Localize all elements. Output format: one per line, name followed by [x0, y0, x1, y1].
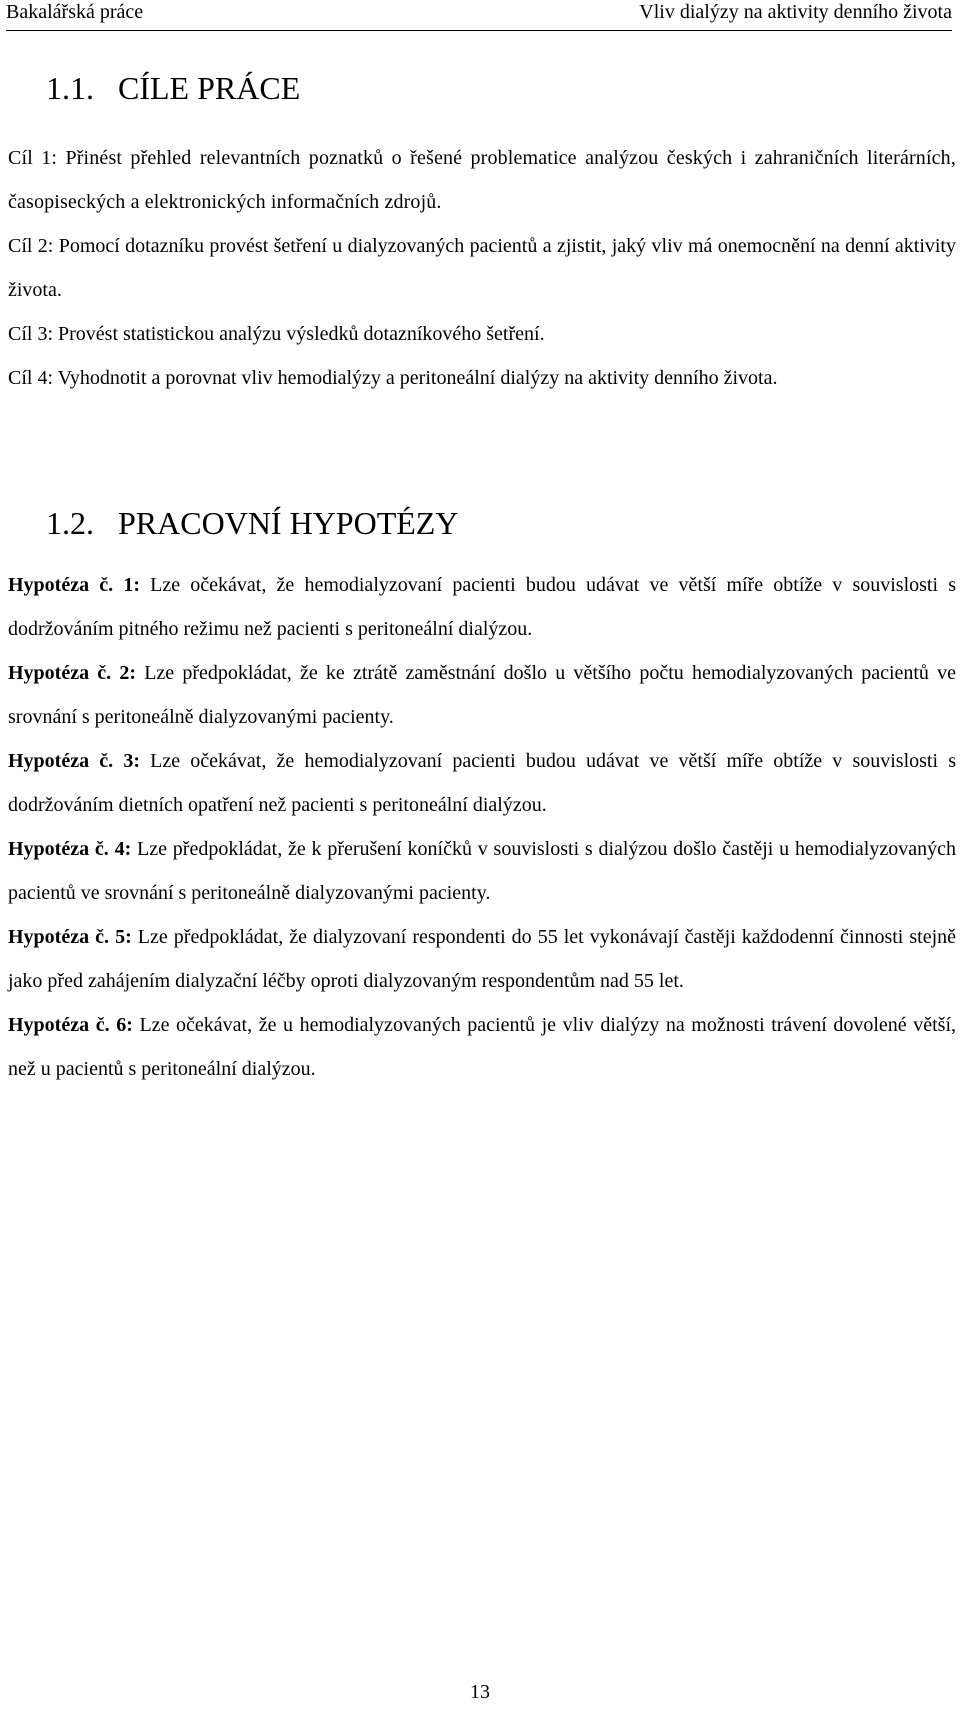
hypothesis-number: 2: [119, 662, 137, 684]
header-thesis-title: Vliv dialýzy na aktivity denního života [639, 1, 952, 23]
hypothesis-item [8, 563, 956, 651]
goal-item: Cíl 1: Přinést přehled relevantních poznatků o řešené problematice analýzou českých i zahraničních literárních, časopiseckých a elektronických informačních zdrojů. [8, 147, 956, 213]
hypothesis-number: 5: [115, 926, 132, 948]
goal-item: Cíl 3: Provést statistickou analýzu výsledků dotazníkového šetření. [8, 323, 545, 345]
goal-item: Cíl 4: Vyhodnotit a porovnat vliv hemodialýzy a peritoneální dialýzy na aktivity denního života. [8, 367, 778, 389]
section-number: 1.1. [46, 70, 94, 106]
hypothesis-number: 1: [123, 574, 140, 596]
hypothesis-number: 4: [114, 838, 132, 860]
hypotheses-list [8, 563, 956, 1091]
hypothesis-item [8, 1003, 956, 1091]
header-document-type: Bakalářská práce [6, 1, 144, 23]
hypothesis-item [8, 651, 956, 739]
hypothesis-number: 3: [123, 750, 140, 772]
section-title: CÍLE PRÁCE [118, 70, 301, 106]
hypothesis-text: Lze očekávat, že hemodialyzovaní pacienti budou udávat ve větší míře obtíže v souvislosti s dodržováním dietních opatření než pacienti s peritoneální dialýzou. [8, 750, 956, 816]
page-number: 13 [470, 1681, 490, 1703]
hypothesis-item [8, 739, 956, 827]
hypothesis-label: Hypotéza č. [8, 662, 112, 684]
hypothesis-number: 6: [116, 1014, 133, 1036]
hypothesis-text: Lze předpokládat, že ke ztrátě zaměstnání došlo u většího počtu hemodialyzovaných pacientů ve srovnání s peritoneálně dialyzovanými pacienty. [8, 662, 956, 728]
hypothesis-text: Lze očekávat, že u hemodialyzovaných pacientů je vliv dialýzy na možnosti trávení dovolené větší, než u pacientů s peritoneální dialýzou. [8, 1014, 957, 1080]
hypothesis-text: Lze předpokládat, že k přerušení koníčků v souvislosti s dialýzou došlo častěji u hemodialyzovaných pacientů ve srovnání s peritoneálně dialyzovanými pacienty. [8, 838, 956, 904]
hypothesis-text: Lze očekávat, že hemodialyzovaní pacienti budou udávat ve větší míře obtíže v souvislosti s dodržováním pitného režimu než pacienti s peritoneální dialýzou. [8, 574, 956, 640]
hypothesis-item [8, 827, 956, 915]
section-number: 1.2. [46, 505, 94, 541]
hypothesis-label: Hypotéza č. [8, 574, 114, 596]
hypothesis-label: Hypotéza č. [8, 1014, 110, 1036]
running-header [6, 0, 952, 31]
hypothesis-text: Lze předpokládat, že dialyzovaní respondenti do 55 let vykonávají častěji každodenní činnosti stejně jako před zahájením dialyzační léčby oproti dialyzovaným respondentům nad 55 let. [8, 926, 957, 992]
hypothesis-label: Hypotéza č. [8, 750, 114, 772]
hypothesis-label: Hypotéza č. [8, 838, 109, 860]
section-heading-hypotheses [46, 503, 458, 543]
hypothesis-item [8, 915, 956, 1003]
hypothesis-label: Hypotéza č. [8, 926, 110, 948]
goal-item: Cíl 2: Pomocí dotazníku provést šetření u dialyzovaných pacientů a zjistit, jaký vliv má onemocnění na denní aktivity života. [8, 235, 956, 301]
section-heading-goals [46, 68, 300, 108]
goals-list [8, 136, 956, 400]
section-title: PRACOVNÍ HYPOTÉZY [118, 505, 459, 541]
